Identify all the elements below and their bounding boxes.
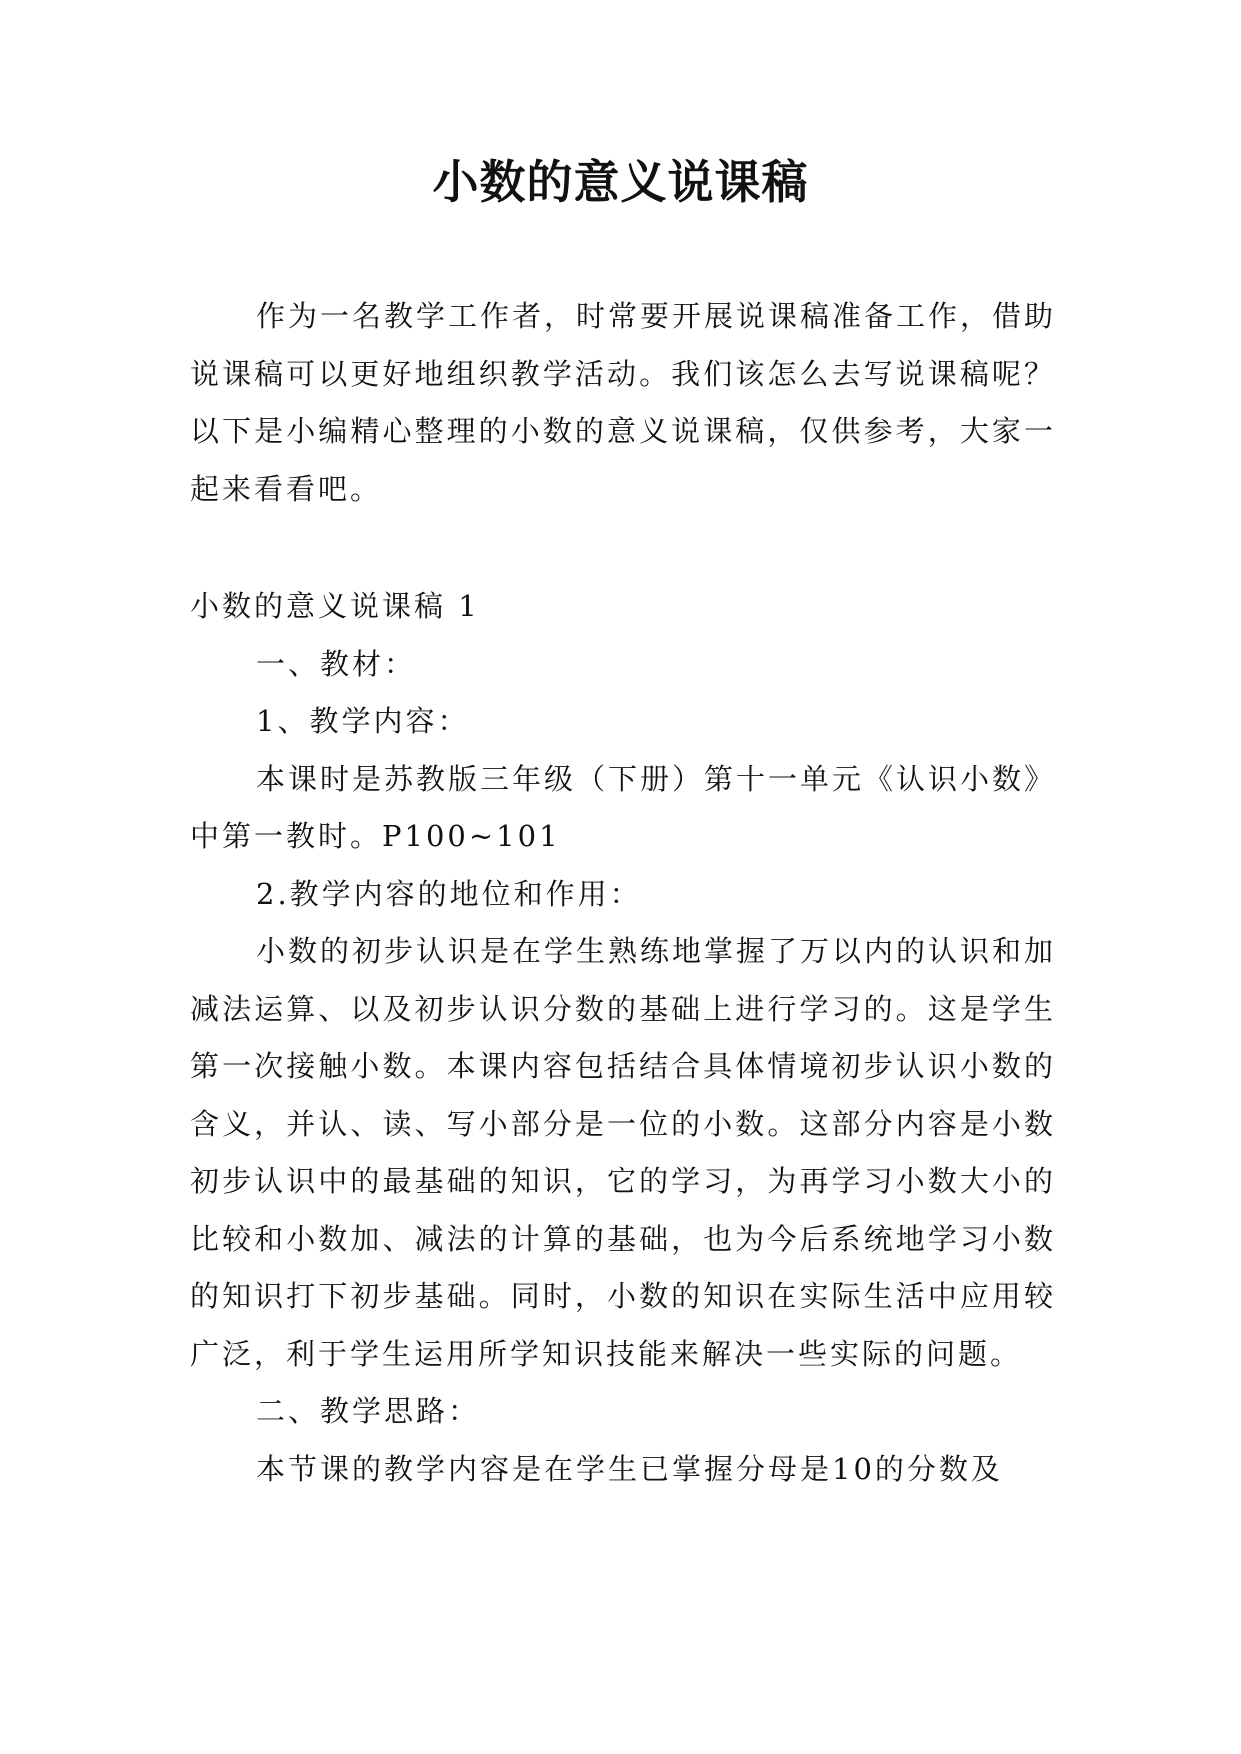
heading-approach: 二、教学思路： (256, 1394, 481, 1428)
heading-materials: 一、教材： (256, 646, 417, 681)
subheading-teaching-content: 1、教学内容： (256, 704, 470, 738)
intro-paragraph: 作为一名教学工作者，时常要开展说课稿准备工作，借助说课稿可以更好地组织教学活动。我们该怎么去写说课稿呢？以下是小编精心整理的小数的意义说课稿，仅供参考，大家一起来看看吧。 (190, 299, 1057, 506)
paragraph-role: 小数的初步认识是在学生熟练地掌握了万以内的认识和加减法运算、以及初步认识分数的基础上进行学习的。这是学生第一次接触小数。本课内容包括结合具体情境初步认识小数的含义，并认、读、写小部分是一位的小数。这部分内容是小数初步认识中的最基础的知识，它的学习，为再学习小数大小的比较和小数加、减法的计算的基础，也为今后系统地学习小数的知识打下初步基础。同时，小数的知识在实际生活中应用较广泛，利于学生运用所学知识技能来解决一些实际的问题。 (190, 934, 1057, 1371)
subheading-role: 2.教学内容的地位和作用： (256, 876, 642, 911)
paragraph-teaching-content: 本课时是苏教版三年级（下册）第十一单元《认识小数》中第一教时。P100~101 (190, 761, 1057, 853)
document-body (190, 578, 1056, 1498)
document-title: 小数的意义说课稿 (432, 155, 809, 209)
section-heading: 小数的意义说课稿 1 (190, 589, 480, 623)
paragraph-approach: 本节课的教学内容是在学生已掌握分母是10的分数及 (256, 1451, 1003, 1486)
